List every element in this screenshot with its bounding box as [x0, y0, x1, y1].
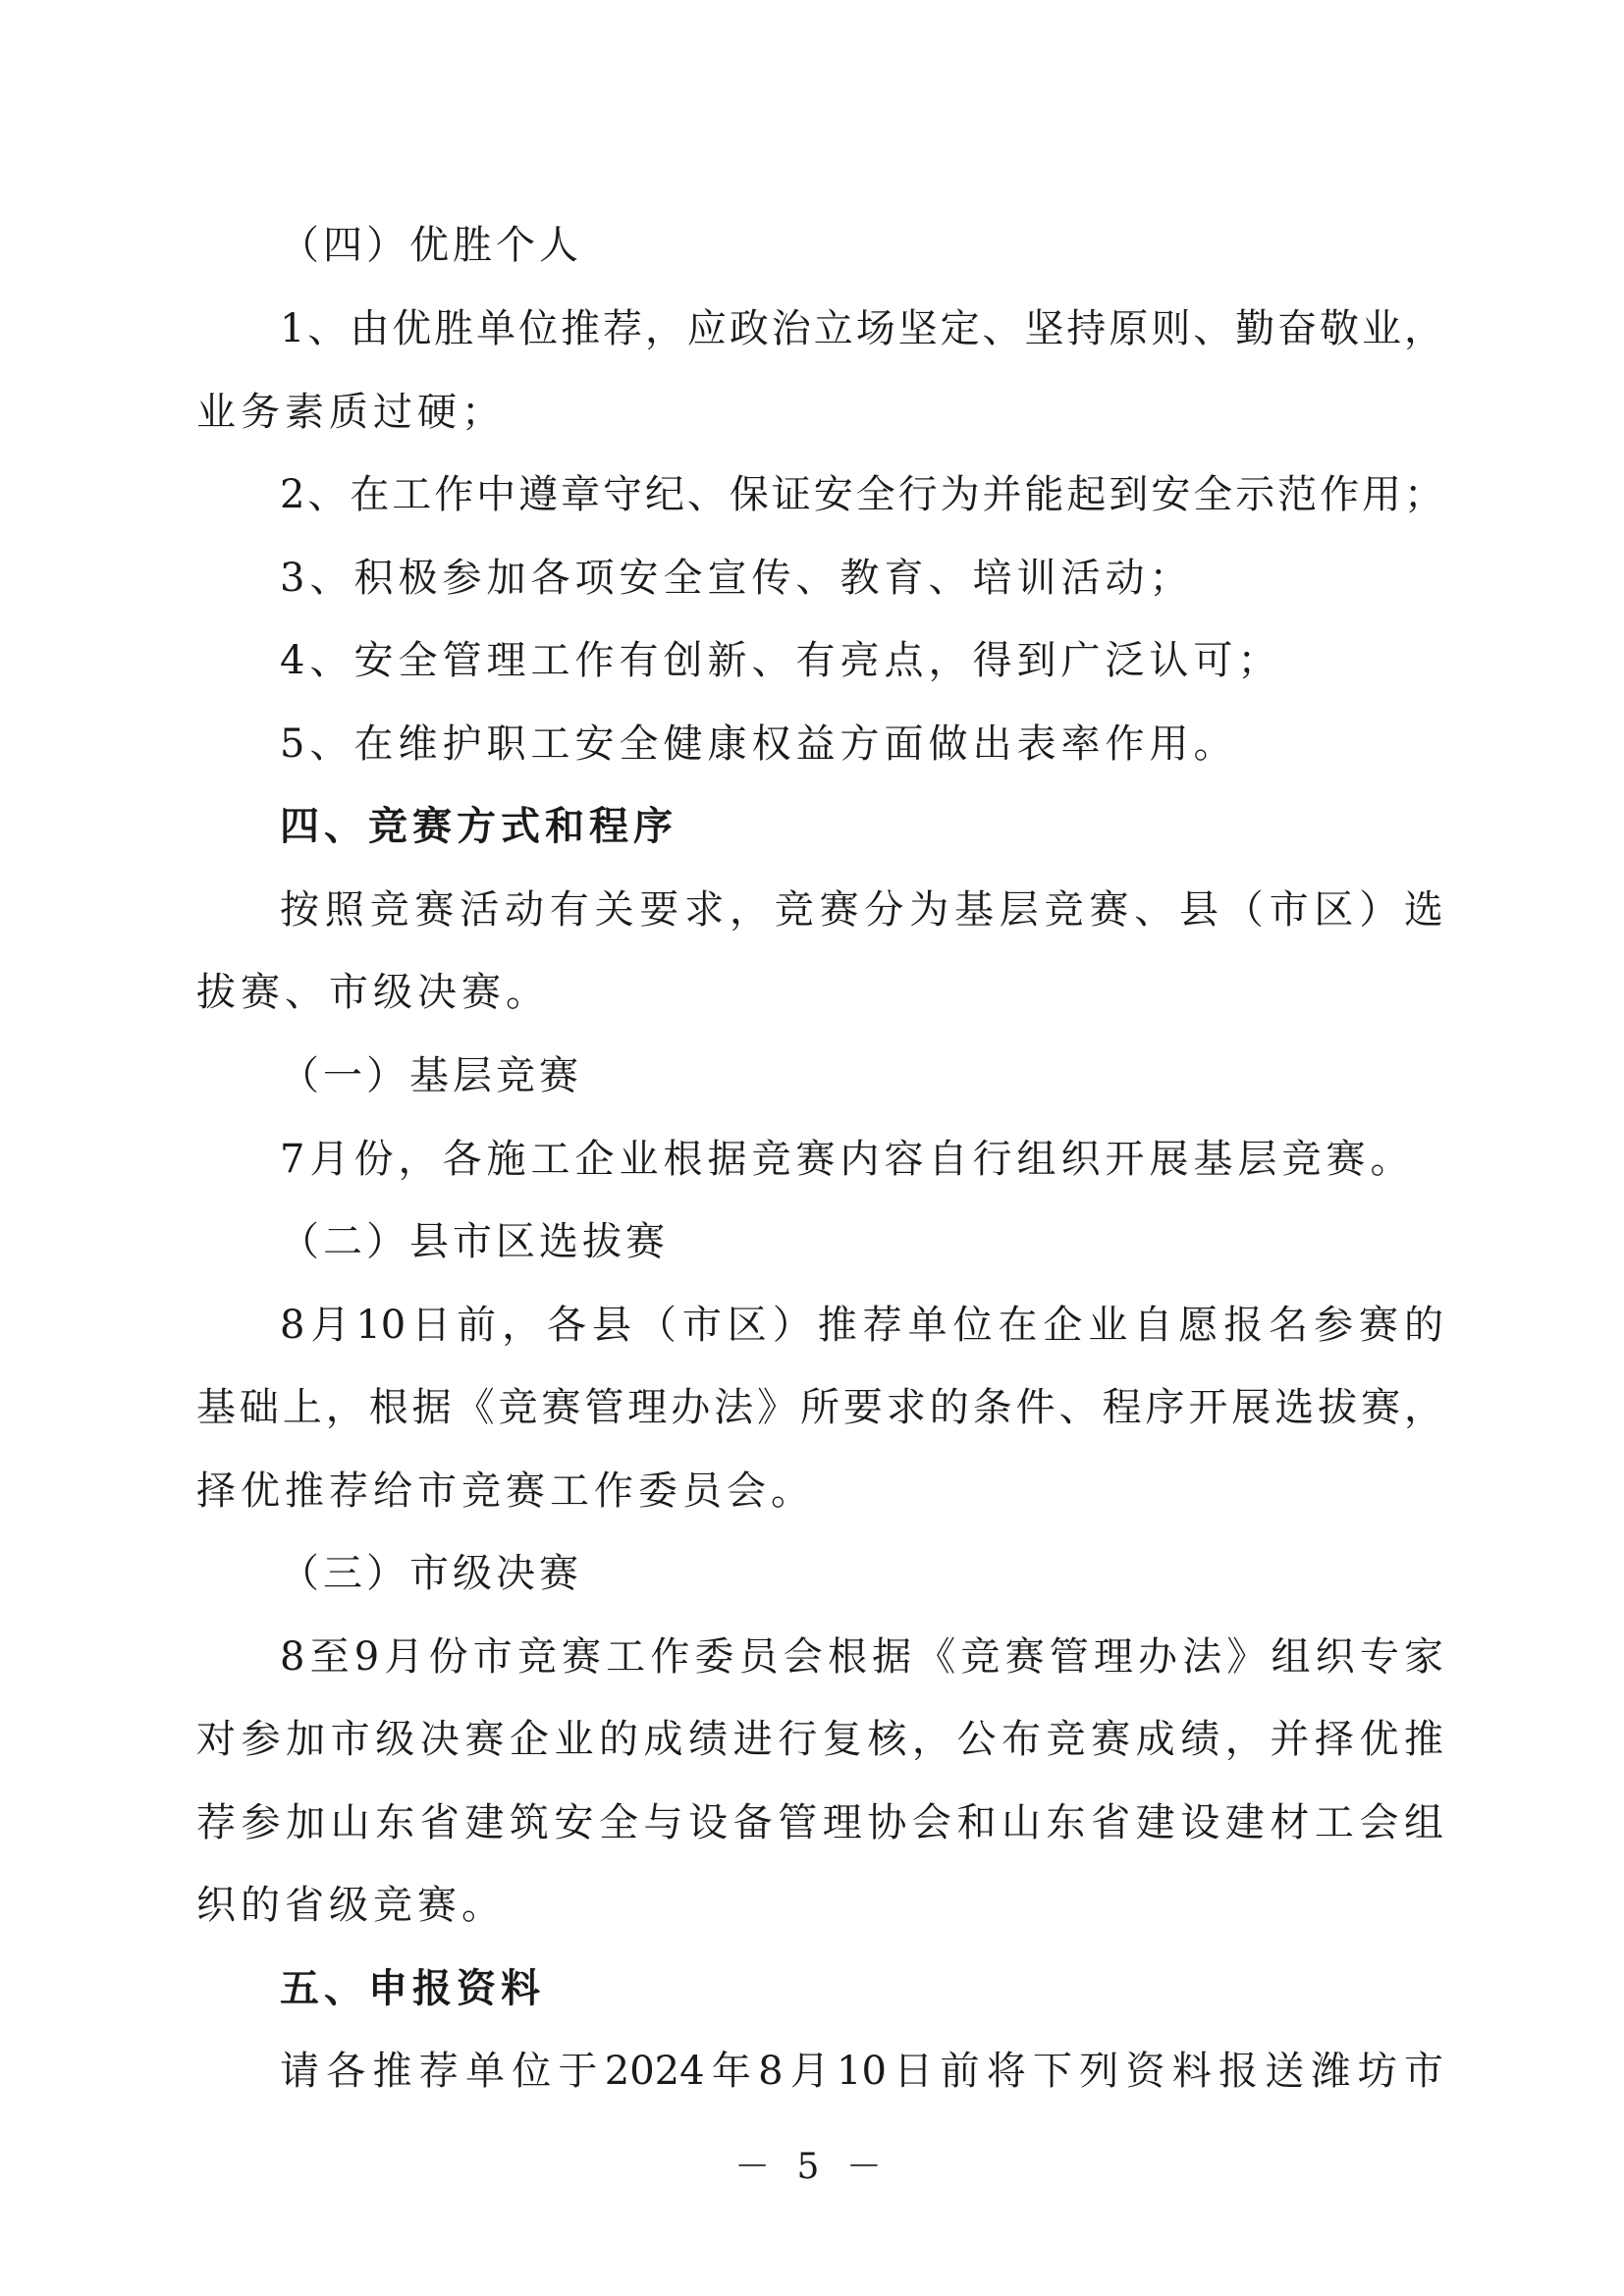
paragraph-line: 织的省级竞赛。 [196, 1883, 506, 1928]
chapter-heading-application-materials: 五、申报资料 [280, 1966, 545, 2011]
paragraph-line: 8月10日前，各县（市区）推荐单位在企业自愿报名参赛的 [280, 1303, 1443, 1348]
paragraph-line: 1、由优胜单位推荐，应政治立场坚定、坚持原则、勤奋敬业， [280, 306, 1443, 351]
paragraph-line: 7月份，各施工企业根据竞赛内容自行组织开展基层竞赛。 [280, 1137, 1415, 1182]
subsection-title-city-final: （三）市级决赛 [280, 1551, 582, 1596]
paragraph-line: 按照竞赛活动有关要求，竞赛分为基层竞赛、县（市区）选 [280, 887, 1443, 933]
paragraph-line: 5、在维护职工安全健康权益方面做出表率作用。 [280, 721, 1238, 767]
subsection-title-outstanding-individuals: （四）优胜个人 [280, 223, 582, 268]
paragraph-line: 4、安全管理工作有创新、有亮点，得到广泛认可； [280, 638, 1282, 683]
paragraph-line: 业务素质过硬； [196, 390, 506, 435]
paragraph-line: 对参加市级决赛企业的成绩进行复核，公布竞赛成绩，并择优推 [196, 1717, 1443, 1762]
paragraph-line: 请各推荐单位于2024年8月10日前将下列资料报送潍坊市 [280, 2049, 1443, 2094]
paragraph-line: 择优推荐给市竞赛工作委员会。 [196, 1468, 815, 1514]
paragraph-line: 2、在工作中遵章守纪、保证安全行为并能起到安全示范作用； [280, 472, 1443, 517]
chapter-heading-competition-method: 四、竞赛方式和程序 [280, 804, 677, 849]
page-number: － 5 － [734, 2147, 890, 2187]
paragraph-line: 拔赛、市级决赛。 [196, 970, 550, 1015]
subsection-title-county-selection: （二）县市区选拔赛 [280, 1219, 669, 1264]
subsection-title-grassroots: （一）基层竞赛 [280, 1053, 582, 1098]
paragraph-line: 基础上，根据《竞赛管理办法》所要求的条件、程序开展选拔赛， [196, 1385, 1443, 1430]
paragraph-line: 荐参加山东省建筑安全与设备管理协会和山东省建设建材工会组 [196, 1800, 1443, 1845]
paragraph-line: 3、积极参加各项安全宣传、教育、培训活动； [280, 556, 1194, 601]
paragraph-line: 8至9月份市竞赛工作委员会根据《竞赛管理办法》组织专家 [280, 1634, 1443, 1680]
